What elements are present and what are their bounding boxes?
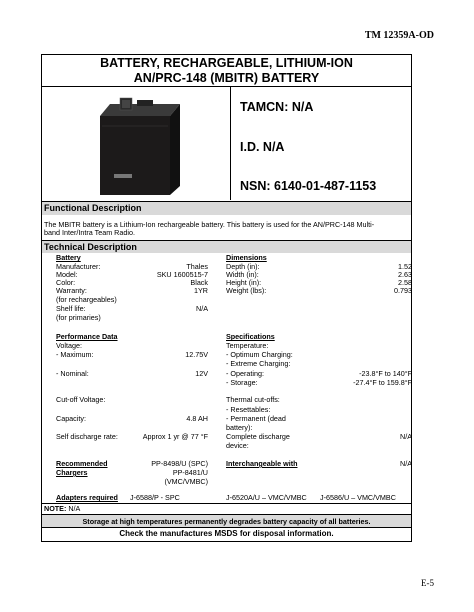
- thermal-cutoffs-label: Thermal cut-offs:: [226, 395, 280, 404]
- charger-value: PP-8481/U: [172, 468, 208, 477]
- note-label: NOTE:: [44, 504, 67, 513]
- functional-text-2: band Inter/Intra Team Radio.: [44, 228, 135, 237]
- interchangeable-value: N/A: [400, 459, 412, 468]
- divider: [41, 527, 412, 528]
- battery-label: Warranty:: [56, 286, 87, 295]
- msds-notice: Check the manufactures MSDS for disposal information.: [119, 529, 334, 538]
- capacity-value: 4.8 AH: [186, 414, 208, 423]
- dimension-label: Width (in):: [226, 270, 259, 279]
- functional-text-1: The MBITR battery is a Lithium-Ion rechargeable battery. This battery is used for the AN/PRC-148 Multi-: [44, 220, 375, 229]
- extreme-charging-label: - Extreme Charging:: [226, 359, 291, 368]
- max-voltage-label: - Maximum:: [56, 350, 94, 359]
- voltage-label: Voltage:: [56, 341, 82, 350]
- temperature-label: Temperature:: [226, 341, 269, 350]
- operating-label: - Operating:: [226, 369, 264, 378]
- device-label: device:: [226, 441, 249, 450]
- performance-heading: Performance Data: [56, 332, 118, 341]
- battery-heading: Battery: [56, 253, 81, 262]
- note: [44, 505, 80, 514]
- battery-label: (for primaries): [56, 313, 101, 322]
- divider: [230, 86, 231, 200]
- complete-discharge-value: N/A: [400, 432, 412, 441]
- title-line-1: BATTERY, RECHARGEABLE, LITHIUM-ION: [100, 56, 353, 70]
- page-number: E-5: [421, 578, 434, 588]
- battery-label: Model:: [56, 270, 78, 279]
- divider: [41, 86, 412, 87]
- permanent-label: - Permanent (dead: [226, 414, 286, 423]
- divider: [41, 503, 412, 504]
- dimension-label: Depth (in):: [226, 262, 260, 271]
- battery-value: Thales: [186, 262, 208, 271]
- technical-heading: Technical Description: [44, 242, 137, 252]
- battery-value: N/A: [196, 304, 208, 313]
- adapter-value: J-6586/U – VMC/VMBC: [320, 493, 396, 502]
- cutoff-voltage-label: Cut-off Voltage:: [56, 395, 106, 404]
- note-value: N/A: [68, 504, 81, 513]
- dimension-label: Weight (lbs):: [226, 286, 267, 295]
- self-discharge-label: Self discharge rate:: [56, 432, 118, 441]
- adapter-value: J-6520A/U – VMC/VMBC: [226, 493, 307, 502]
- capacity-label: Capacity:: [56, 414, 86, 423]
- operating-value: -23.8°F to 140°F: [359, 369, 412, 378]
- nsn-label: NSN: 6140-01-487-1153: [240, 179, 377, 193]
- functional-heading: Functional Description: [44, 203, 142, 213]
- storage-label: - Storage:: [226, 378, 258, 387]
- dimension-value: 2.58: [398, 278, 412, 287]
- battery-label: Color:: [56, 278, 76, 287]
- charger-value: PP-8498/U (SPC): [151, 459, 208, 468]
- storage-value: -27.4°F to 159.8°F: [353, 378, 412, 387]
- title-line-2: AN/PRC-148 (MBITR) BATTERY: [133, 71, 320, 85]
- nominal-voltage-value: 12V: [195, 369, 208, 378]
- dimension-value: 2.63: [398, 270, 412, 279]
- complete-discharge-label: Complete discharge: [226, 432, 290, 441]
- dimension-label: Height (in):: [226, 278, 262, 287]
- self-discharge-value: Approx 1 yr @ 77 °F: [142, 432, 208, 441]
- nominal-voltage-label: - Nominal:: [56, 369, 89, 378]
- document-id: TM 12359A-OD: [364, 30, 434, 41]
- id-label: I.D. N/A: [240, 140, 285, 154]
- dimensions-heading: Dimensions: [226, 253, 267, 262]
- battery-value: 1YR: [194, 286, 208, 295]
- battery-label: Manufacturer:: [56, 262, 101, 271]
- page-title: [41, 56, 412, 86]
- adapters-label: Adapters required: [56, 493, 118, 502]
- resettables-label: - Resettables:: [226, 405, 271, 414]
- chargers-label-2: Chargers: [56, 468, 88, 477]
- dimension-value: 1.52: [398, 262, 412, 271]
- charger-value: (VMC/VMBC): [164, 477, 208, 486]
- dimension-value: 0.793: [394, 286, 412, 295]
- battery-label: (for rechargeables): [56, 295, 117, 304]
- permanent-label-2: battery):: [226, 423, 253, 432]
- specifications-heading: Specifications: [226, 332, 275, 341]
- chargers-label: Recommended: [56, 459, 108, 468]
- battery-value: Black: [190, 278, 208, 287]
- battery-label: Shelf life:: [56, 304, 86, 313]
- storage-warning: Storage at high temperatures permanently degrades battery capacity of all batteries.: [82, 517, 371, 526]
- adapter-value: J-6588/P - SPC: [130, 493, 180, 502]
- optimum-charging-label: - Optimum Charging:: [226, 350, 293, 359]
- max-voltage-value: 12.75V: [185, 350, 208, 359]
- battery-value: SKU 1600515-7: [156, 270, 208, 279]
- battery-image: [92, 96, 188, 196]
- interchangeable-label: Interchangeable with: [226, 459, 298, 468]
- tamcn-label: TAMCN: N/A: [240, 100, 314, 114]
